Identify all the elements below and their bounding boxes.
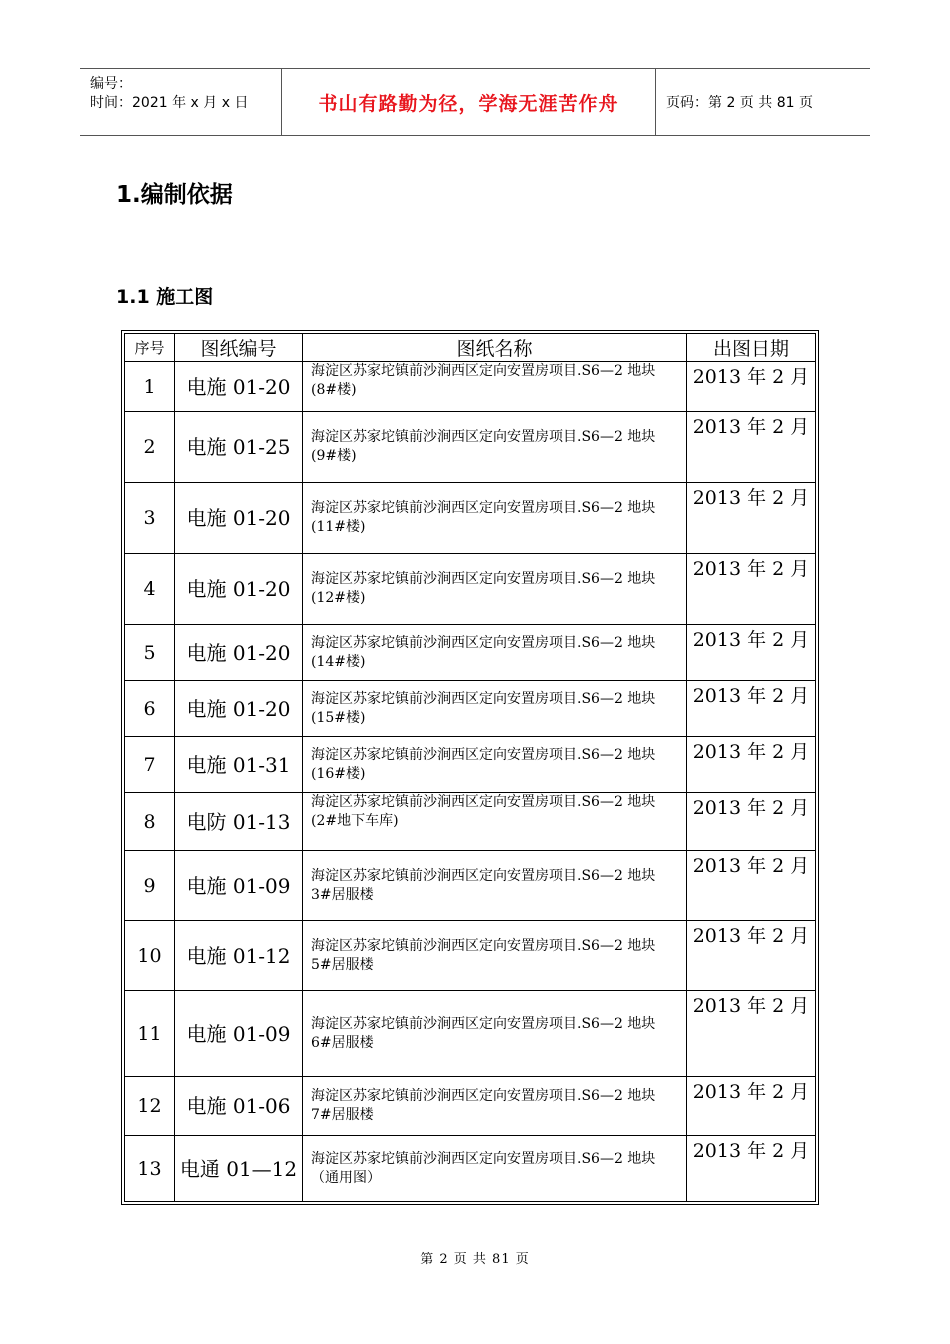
- table-row: [125, 412, 816, 483]
- drawing-date: 2013 年 2 月: [687, 851, 816, 921]
- drawing-date: 2013 年 2 月: [687, 625, 816, 681]
- row-number: 11: [125, 991, 175, 1077]
- header-meta: [80, 69, 282, 135]
- drawing-date: 2013 年 2 月: [687, 1077, 816, 1136]
- drawing-date: 2013 年 2 月: [687, 793, 816, 851]
- drawing-code: 电施 01-09: [175, 991, 303, 1077]
- table-row: [125, 737, 816, 793]
- drawing-code: 电施 01-20: [175, 362, 303, 412]
- row-number: 1: [125, 362, 175, 412]
- drawing-code: 电施 01-20: [175, 483, 303, 554]
- drawing-date: 2013 年 2 月: [687, 554, 816, 625]
- row-number: 13: [125, 1136, 175, 1202]
- table-row: [125, 483, 816, 554]
- table-row: [125, 681, 816, 737]
- drawing-name: 海淀区苏家坨镇前沙涧西区定向安置房项目.S6—2 地块(8#楼): [303, 362, 687, 412]
- drawing-name: 海淀区苏家坨镇前沙涧西区定向安置房项目.S6—2 地块（通用图）: [303, 1136, 687, 1202]
- header-motto: 书山有路勤为径，学海无涯苦作舟: [282, 69, 656, 135]
- table-row: [125, 362, 816, 412]
- section-title: 1.编制依据: [116, 182, 233, 208]
- table-row: [125, 793, 816, 851]
- drawing-code: 电防 01-13: [175, 793, 303, 851]
- drawing-name: 海淀区苏家坨镇前沙涧西区定向安置房项目.S6—2 地块(9#楼): [303, 412, 687, 483]
- header-time: 时间：2021 年 x 月 x 日: [90, 95, 249, 111]
- drawing-date: 2013 年 2 月: [687, 1136, 816, 1202]
- row-number: 8: [125, 793, 175, 851]
- header-page-info: 页码：第 2 页 共 81 页: [666, 95, 813, 111]
- drawing-name: 海淀区苏家坨镇前沙涧西区定向安置房项目.S6—2 地块(12#楼): [303, 554, 687, 625]
- table-row: [125, 851, 816, 921]
- row-number: 10: [125, 921, 175, 991]
- col-header-date: 出图日期: [687, 334, 816, 362]
- page-footer: 第 2 页 共 81 页: [420, 1252, 530, 1267]
- drawing-date: 2013 年 2 月: [687, 483, 816, 554]
- drawing-date: 2013 年 2 月: [687, 991, 816, 1077]
- subsection-title: 1.1 施工图: [116, 286, 214, 308]
- table-row: [125, 1077, 816, 1136]
- drawing-date: 2013 年 2 月: [687, 921, 816, 991]
- drawing-date: 2013 年 2 月: [687, 362, 816, 412]
- col-header-name: 图纸名称: [303, 334, 687, 362]
- drawing-code: 电施 01-20: [175, 625, 303, 681]
- drawing-code: 电施 01-06: [175, 1077, 303, 1136]
- drawing-name: 海淀区苏家坨镇前沙涧西区定向安置房项目.S6—2 地块(16#楼): [303, 737, 687, 793]
- row-number: 4: [125, 554, 175, 625]
- row-number: 7: [125, 737, 175, 793]
- drawing-name: 海淀区苏家坨镇前沙涧西区定向安置房项目.S6—2 地块(11#楼): [303, 483, 687, 554]
- col-header-code: 图纸编号: [175, 334, 303, 362]
- row-number: 3: [125, 483, 175, 554]
- drawing-code: 电施 01-20: [175, 681, 303, 737]
- row-number: 9: [125, 851, 175, 921]
- drawing-date: 2013 年 2 月: [687, 737, 816, 793]
- col-header-no: 序号: [125, 334, 175, 362]
- row-number: 12: [125, 1077, 175, 1136]
- table-header-row: [125, 334, 816, 362]
- header-number: 编号：: [90, 76, 132, 92]
- drawing-name: 海淀区苏家坨镇前沙涧西区定向安置房项目.S6—2 地块(14#楼): [303, 625, 687, 681]
- drawing-name: 海淀区苏家坨镇前沙涧西区定向安置房项目.S6—2 地块 5#居服楼: [303, 921, 687, 991]
- drawing-code: 电施 01-25: [175, 412, 303, 483]
- row-number: 2: [125, 412, 175, 483]
- row-number: 5: [125, 625, 175, 681]
- drawing-date: 2013 年 2 月: [687, 681, 816, 737]
- drawing-name: 海淀区苏家坨镇前沙涧西区定向安置房项目.S6—2 地块 6#居服楼: [303, 991, 687, 1077]
- drawings-table-frame: [121, 330, 819, 1205]
- table-row: [125, 991, 816, 1077]
- drawing-name: 海淀区苏家坨镇前沙涧西区定向安置房项目.S6—2 地块 3#居服楼: [303, 851, 687, 921]
- drawing-code: 电通 01—12: [175, 1136, 303, 1202]
- drawing-date: 2013 年 2 月: [687, 412, 816, 483]
- table-row: [125, 1136, 816, 1202]
- drawing-name: 海淀区苏家坨镇前沙涧西区定向安置房项目.S6—2 地块(15#楼): [303, 681, 687, 737]
- drawing-code: 电施 01-31: [175, 737, 303, 793]
- drawing-code: 电施 01-12: [175, 921, 303, 991]
- table-row: [125, 554, 816, 625]
- drawing-name: 海淀区苏家坨镇前沙涧西区定向安置房项目.S6—2 地块 7#居服楼: [303, 1077, 687, 1136]
- row-number: 6: [125, 681, 175, 737]
- table-row: [125, 921, 816, 991]
- table-body: [125, 362, 816, 1202]
- drawing-name: 海淀区苏家坨镇前沙涧西区定向安置房项目.S6—2 地块(2#地下车库): [303, 793, 687, 851]
- drawings-table: [124, 333, 816, 1202]
- drawing-code: 电施 01-09: [175, 851, 303, 921]
- page-header: [80, 68, 870, 136]
- drawing-code: 电施 01-20: [175, 554, 303, 625]
- table-row: [125, 625, 816, 681]
